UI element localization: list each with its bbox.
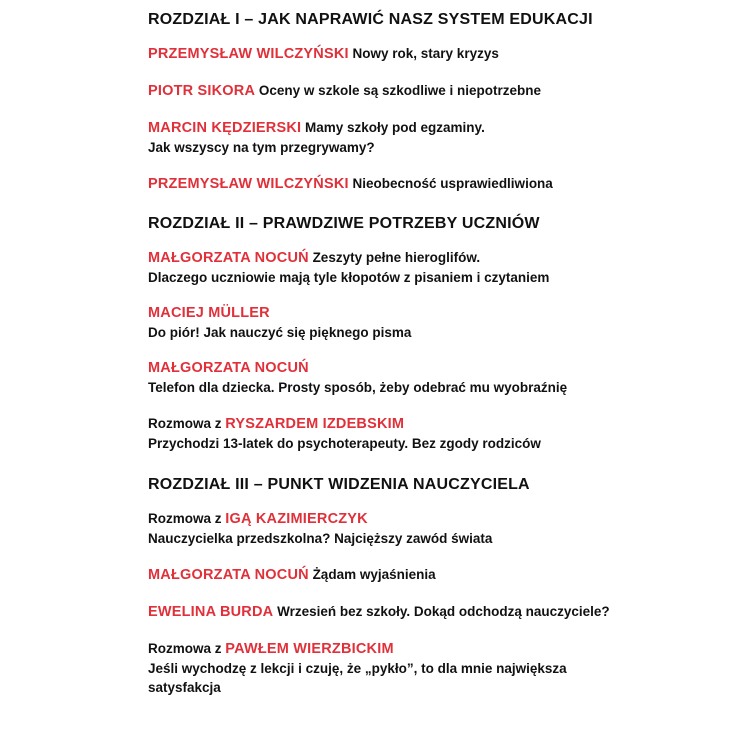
entry-author: MARCIN KĘDZIERSKI (148, 120, 302, 136)
toc-entry[interactable] (148, 509, 738, 548)
entry-title: Wrzesień bez szkoły. Dokąd odchodzą nauczyciele? (277, 604, 610, 619)
entry-prefix: Rozmowa z (148, 416, 222, 431)
entry-author: PIOTR SIKORA (148, 83, 256, 99)
entry-subtitle: Jak wszyscy na tym przegrywamy? (148, 140, 375, 155)
entry-subtitle: Telefon dla dziecka. Prosty sposób, żeby odebrać mu wyobraźnię (148, 380, 568, 395)
entry-author: EWELINA BURDA (148, 604, 274, 620)
entry-author: RYSZARDEM IZDEBSKIM (225, 416, 405, 432)
entry-prefix: Rozmowa z (148, 511, 222, 526)
toc-entry[interactable] (148, 304, 738, 342)
entry-author: MAŁGORZATA NOCUŃ (148, 250, 309, 266)
entry-subtitle: Do piór! Jak nauczyć się pięknego pisma (148, 325, 412, 340)
toc-entry[interactable] (148, 81, 738, 101)
entry-author: PAWŁEM WIERZBICKIM (225, 641, 394, 657)
entry-subtitle-continued: satysfakcja (148, 680, 221, 695)
entry-subtitle: Nauczycielka przedszkolna? Najcięższy zawód świata (148, 531, 493, 546)
toc-entry[interactable] (148, 565, 738, 585)
entry-title: Mamy szkoły pod egzaminy. (305, 120, 485, 135)
entry-title: Nieobecność usprawiedliwiona (352, 176, 553, 191)
entry-prefix: Rozmowa z (148, 641, 222, 656)
toc-entry[interactable] (148, 118, 738, 157)
table-of-contents (148, 10, 738, 713)
entry-author: MAŁGORZATA NOCUŃ (148, 360, 309, 376)
toc-entry[interactable] (148, 359, 738, 397)
entry-title: Nowy rok, stary kryzys (352, 46, 499, 61)
entry-subtitle: Jeśli wychodzę z lekcji i czuję, że „pykło”, to dla mnie największa (148, 661, 567, 676)
entry-subtitle: Przychodzi 13-latek do psychoterapeuty. Bez zgody rodziców (148, 436, 541, 451)
chapter-title: ROZDZIAŁ I – JAK NAPRAWIĆ NASZ SYSTEM EDUKACJI (148, 11, 593, 28)
toc-entry[interactable] (148, 602, 738, 622)
toc-entry[interactable] (148, 639, 738, 697)
entry-title: Oceny w szkole są szkodliwe i niepotrzebne (258, 83, 541, 98)
chapter-title: ROZDZIAŁ II – PRAWDZIWE POTRZEBY UCZNIÓW (148, 215, 540, 232)
entry-subtitle: Dlaczego uczniowie mają tyle kłopotów z pisaniem i czytaniem (148, 270, 550, 285)
entry-author: MACIEJ MÜLLER (148, 305, 270, 321)
toc-entry[interactable] (148, 174, 738, 194)
chapter-title: ROZDZIAŁ III – PUNKT WIDZENIA NAUCZYCIELA (148, 476, 530, 493)
entry-title: Zeszyty pełne hieroglifów. (312, 250, 481, 265)
entry-title: Żądam wyjaśnienia (312, 567, 436, 582)
toc-entry[interactable] (148, 44, 738, 64)
entry-author: IGĄ KAZIMIERCZYK (225, 511, 368, 527)
entry-author: PRZEMYSŁAW WILCZYŃSKI (148, 176, 349, 192)
toc-entry[interactable] (148, 248, 738, 287)
entry-author: PRZEMYSŁAW WILCZYŃSKI (148, 46, 349, 62)
toc-entry[interactable] (148, 414, 738, 453)
entry-author: MAŁGORZATA NOCUŃ (148, 567, 309, 583)
